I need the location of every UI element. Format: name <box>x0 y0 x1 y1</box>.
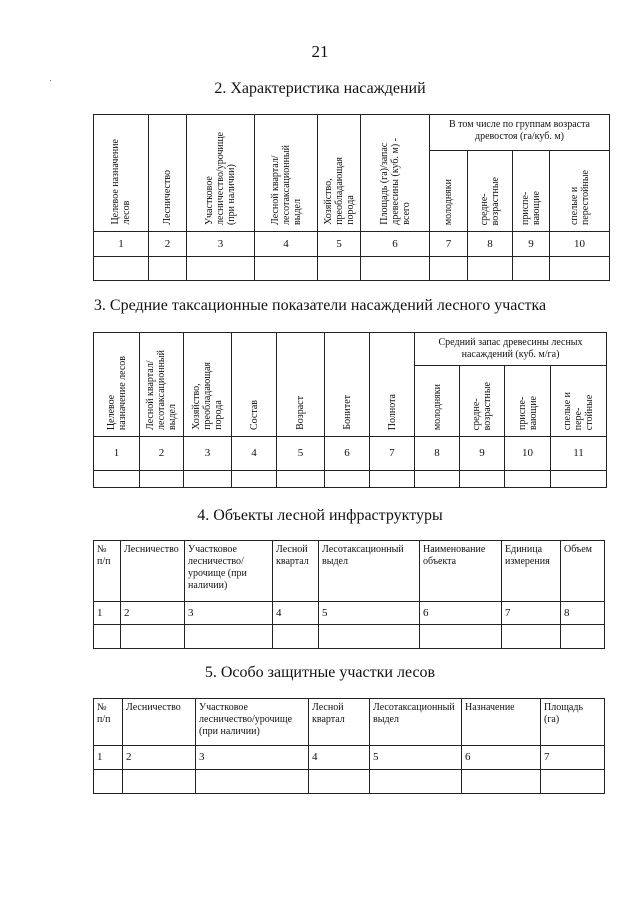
empty-cell <box>370 770 462 794</box>
section-5-table <box>93 698 605 794</box>
subheader-cell: средне- возрастные <box>468 151 513 232</box>
section-3-table <box>93 332 607 488</box>
column-number: 1 <box>94 602 121 625</box>
subheader-cell: молодняки <box>430 151 468 232</box>
header-cell: Возраст <box>277 333 325 437</box>
column-number: 7 <box>541 746 605 770</box>
column-number-row <box>94 232 610 257</box>
column-number: 4 <box>309 746 370 770</box>
column-number: 11 <box>551 437 607 471</box>
empty-cell <box>94 471 140 488</box>
header-cell: Площадь (га)/запас древесины (куб. м) - всего <box>361 115 430 232</box>
header-cell: Единица измерения <box>502 541 561 602</box>
section-4-table <box>93 540 605 649</box>
section-5-title: 5. Особо защитные участки лесов <box>204 664 436 681</box>
column-number: 8 <box>561 602 605 625</box>
column-number: 8 <box>415 437 460 471</box>
column-number: 3 <box>185 602 273 625</box>
column-number: 5 <box>370 746 462 770</box>
header-cell: Состав <box>232 333 277 437</box>
header-cell: Целевое назначение лесов <box>94 333 140 437</box>
section-2-table <box>93 114 610 281</box>
header-cell: Наименование объекта <box>420 541 502 602</box>
empty-cell <box>318 257 361 281</box>
header-cell: Лесной квартал/ лесотаксационный выдел <box>140 333 184 437</box>
column-number: 2 <box>140 437 184 471</box>
empty-cell <box>187 257 255 281</box>
empty-cell <box>94 257 149 281</box>
header-cell: Лесотаксационный выдел <box>319 541 420 602</box>
header-cell: № п/п <box>94 541 121 602</box>
column-number: 6 <box>325 437 370 471</box>
empty-cell <box>325 471 370 488</box>
header-cell: Участковое лесничество/урочище (при наличии) <box>196 699 309 746</box>
empty-cell <box>232 471 277 488</box>
header-cell: Участковое лесничество/ урочище (при наличии) <box>185 541 273 602</box>
header-cell: Лесничество <box>149 115 187 232</box>
empty-data-row <box>94 471 607 488</box>
header-cell: Хозяйство, преобладающая порода <box>318 115 361 232</box>
column-number: 7 <box>370 437 415 471</box>
section-3-title: 3. Средние таксационные показатели насаждений лесного участка <box>93 297 547 314</box>
empty-cell <box>502 625 561 649</box>
column-number: 1 <box>94 746 123 770</box>
empty-cell <box>462 770 541 794</box>
column-number-row <box>94 746 605 770</box>
empty-cell <box>273 625 319 649</box>
empty-cell <box>541 770 605 794</box>
page-number: 21 <box>311 42 329 61</box>
header-cell: Лесничество <box>121 541 185 602</box>
header-cell: Хозяйство, преобладающая порода <box>184 333 232 437</box>
empty-cell <box>561 625 605 649</box>
empty-cell <box>255 257 318 281</box>
subheader-cell: спелые и пере- стойные <box>551 366 607 437</box>
empty-cell <box>94 770 123 794</box>
column-number: 10 <box>505 437 551 471</box>
empty-cell <box>468 257 513 281</box>
column-number: 2 <box>121 602 185 625</box>
empty-cell <box>460 471 505 488</box>
column-number: 4 <box>255 232 318 257</box>
header-cell: Назначение <box>462 699 541 746</box>
column-number: 1 <box>94 232 149 257</box>
header-cell: Объем <box>561 541 605 602</box>
header-cell: Бонитет <box>325 333 370 437</box>
empty-cell <box>123 770 196 794</box>
column-number: 3 <box>196 746 309 770</box>
column-number-row <box>94 437 607 471</box>
group-header: В том числе по группам возраста древостоя (га/куб. м) <box>430 115 610 151</box>
column-number: 9 <box>513 232 550 257</box>
empty-cell <box>415 471 460 488</box>
subheader-cell: спелые и перестойные <box>550 151 610 232</box>
column-number: 5 <box>277 437 325 471</box>
group-header: Средний запас древесины лесных насаждений (куб. м/га) <box>415 333 607 366</box>
column-number: 7 <box>502 602 561 625</box>
empty-cell <box>319 625 420 649</box>
column-number: 5 <box>319 602 420 625</box>
column-number: 3 <box>187 232 255 257</box>
header-cell: Участковое лесничество/урочище (при наличии) <box>187 115 255 232</box>
empty-cell <box>94 625 121 649</box>
header-cell: Лесотаксационный выдел <box>370 699 462 746</box>
column-number: 10 <box>550 232 610 257</box>
empty-data-row <box>94 770 605 794</box>
column-number: 2 <box>123 746 196 770</box>
empty-cell <box>361 257 430 281</box>
column-number: 2 <box>149 232 187 257</box>
header-cell: № п/п <box>94 699 123 746</box>
header-cell: Площадь (га) <box>541 699 605 746</box>
column-number: 6 <box>462 746 541 770</box>
column-number: 5 <box>318 232 361 257</box>
empty-cell <box>196 770 309 794</box>
header-row <box>94 541 605 602</box>
subheader-cell: молодняки <box>415 366 460 437</box>
section-2-title: 2. Характеристика насаждений <box>214 80 426 97</box>
empty-data-row <box>94 257 610 281</box>
column-number: 7 <box>430 232 468 257</box>
column-number: 3 <box>184 437 232 471</box>
empty-cell <box>277 471 325 488</box>
empty-cell <box>551 471 607 488</box>
empty-cell <box>121 625 185 649</box>
column-number: 1 <box>94 437 140 471</box>
empty-cell <box>513 257 550 281</box>
empty-cell <box>185 625 273 649</box>
empty-cell <box>420 625 502 649</box>
header-cell: Целевое назначение лесов <box>94 115 149 232</box>
column-number: 4 <box>273 602 319 625</box>
column-number: 9 <box>460 437 505 471</box>
empty-cell <box>430 257 468 281</box>
empty-cell <box>550 257 610 281</box>
column-number: 6 <box>420 602 502 625</box>
section-4-title: 4. Объекты лесной инфраструктуры <box>197 507 443 524</box>
header-cell: Лесной квартал/ лесотаксационный выдел <box>255 115 318 232</box>
header-cell: Лесной квартал <box>273 541 319 602</box>
column-number: 6 <box>361 232 430 257</box>
column-number: 8 <box>468 232 513 257</box>
empty-cell <box>140 471 184 488</box>
empty-cell <box>184 471 232 488</box>
header-cell: Лесничество <box>123 699 196 746</box>
column-number: 4 <box>232 437 277 471</box>
subheader-cell: средне- возрастные <box>460 366 505 437</box>
empty-cell <box>309 770 370 794</box>
empty-cell <box>505 471 551 488</box>
header-cell: Полнота <box>370 333 415 437</box>
header-row <box>94 699 605 746</box>
subheader-cell: приспе- вающие <box>513 151 550 232</box>
column-number-row <box>94 602 605 625</box>
empty-cell <box>149 257 187 281</box>
empty-data-row <box>94 625 605 649</box>
header-cell: Лесной квартал <box>309 699 370 746</box>
empty-cell <box>370 471 415 488</box>
subheader-cell: приспе- вающие <box>505 366 551 437</box>
